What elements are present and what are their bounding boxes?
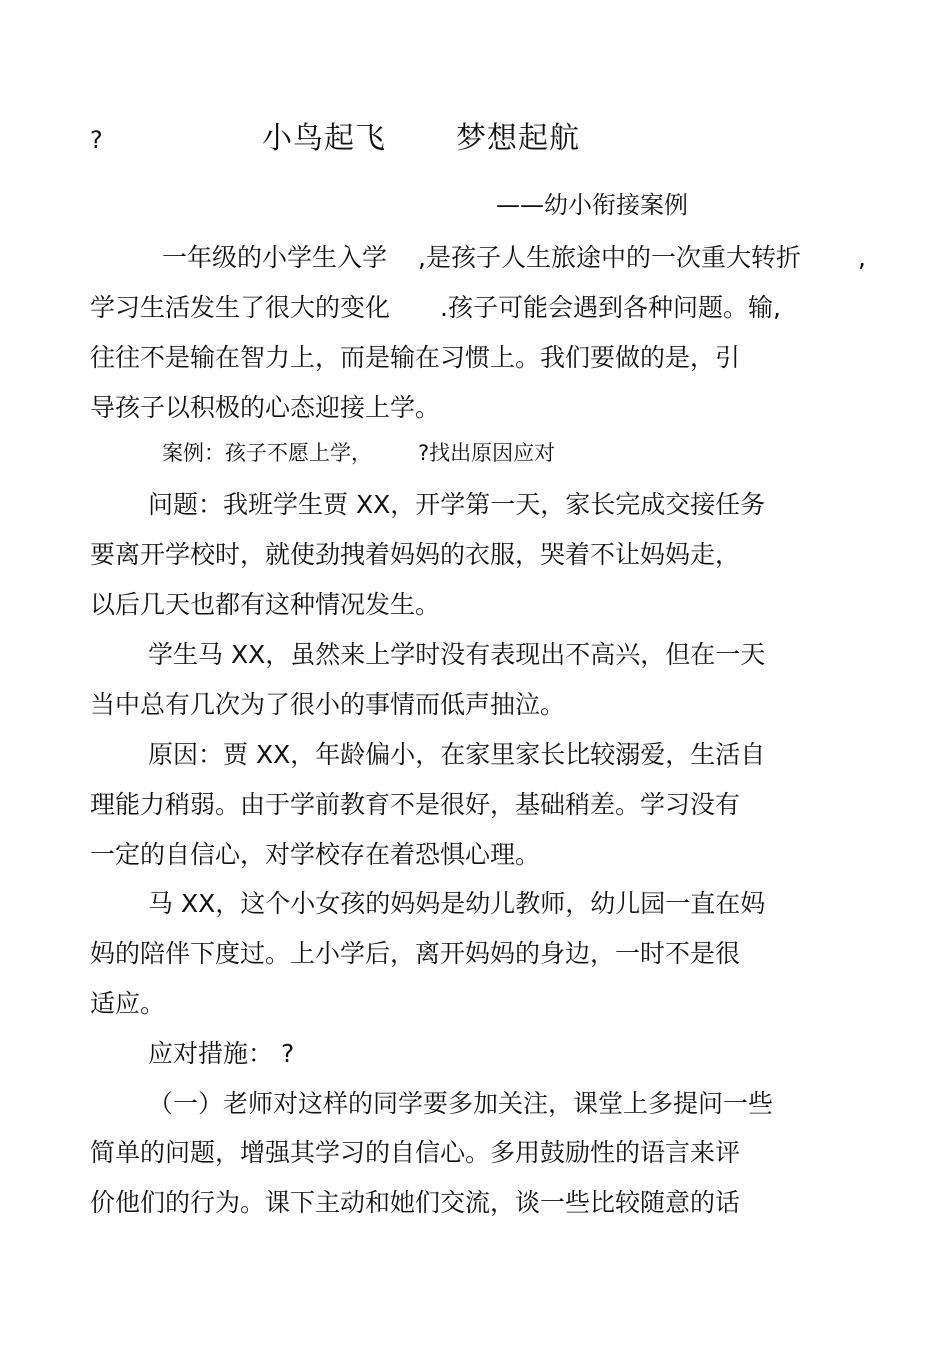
student-ma-line-1: 学生马 XX，虽然来上学时没有表现出不高兴，但在一天 bbox=[148, 640, 766, 669]
reason-line-1: 原因：贾 XX，年龄偏小，在家里家长比较溺爱，生活自 bbox=[148, 740, 766, 769]
intro-line-1a: 一年级的小学生入学 bbox=[162, 243, 388, 272]
subtitle: ——幼小衔接案例 bbox=[496, 191, 688, 219]
measures-heading: 应对措施： ? bbox=[148, 1039, 295, 1068]
title-part1: 小鸟起飞 bbox=[262, 121, 386, 156]
measure-1-line-2: 简单的问题，增强其学习的自信心。多用鼓励性的语言来评 bbox=[90, 1138, 741, 1167]
intro-line-4: 导孩子以积极的心态迎接上学。 bbox=[90, 393, 441, 422]
intro-line-3: 往往不是输在智力上，而是输在习惯上。我们要做的是，引 bbox=[90, 343, 741, 372]
intro-line-2a: 学习生活发生了很大的变化 bbox=[90, 293, 391, 322]
reason-ma-line-2: 妈的陪伴下度过。上小学后，离开妈妈的身边，一时不是很 bbox=[90, 939, 741, 968]
intro-line-2b: .孩子可能会遇到各种问题。输, bbox=[440, 293, 781, 322]
case-heading-b: ?找出原因应对 bbox=[418, 441, 556, 465]
reason-ma-line-1: 马 XX，这个小女孩的妈妈是幼儿教师，幼儿园一直在妈 bbox=[148, 889, 766, 918]
problem-line-3: 以后几天也都有这种情况发生。 bbox=[90, 590, 441, 619]
student-ma-line-2: 当中总有几次为了很小的事情而低声抽泣。 bbox=[90, 690, 566, 719]
problem-line-2: 要离开学校时，就使劲拽着妈妈的衣服，哭着不让妈妈走， bbox=[90, 540, 741, 569]
reason-ma-line-3: 适应。 bbox=[90, 989, 166, 1018]
reason-line-2: 理能力稍弱。由于学前教育不是很好，基础稍差。学习没有 bbox=[90, 790, 741, 819]
measure-1-line-1: （一）老师对这样的同学要多加关注，课堂上多提问一些 bbox=[148, 1089, 774, 1118]
title-part2: 梦想起航 bbox=[456, 121, 580, 156]
problem-line-1: 问题：我班学生贾 XX，开学第一天，家长完成交接任务 bbox=[148, 490, 766, 519]
reason-line-3: 一定的自信心，对学校存在着恐惧心理。 bbox=[90, 840, 541, 869]
measure-1-line-3: 价他们的行为。课下主动和她们交流，谈一些比较随意的话 bbox=[90, 1188, 741, 1217]
intro-line-1c: , bbox=[858, 243, 866, 272]
case-heading-a: 案例：孩子不愿上学， bbox=[162, 441, 372, 465]
title-marker: ? bbox=[90, 126, 104, 154]
intro-line-1b: ,是孩子人生旅途中的一次重大转折 bbox=[418, 243, 801, 272]
